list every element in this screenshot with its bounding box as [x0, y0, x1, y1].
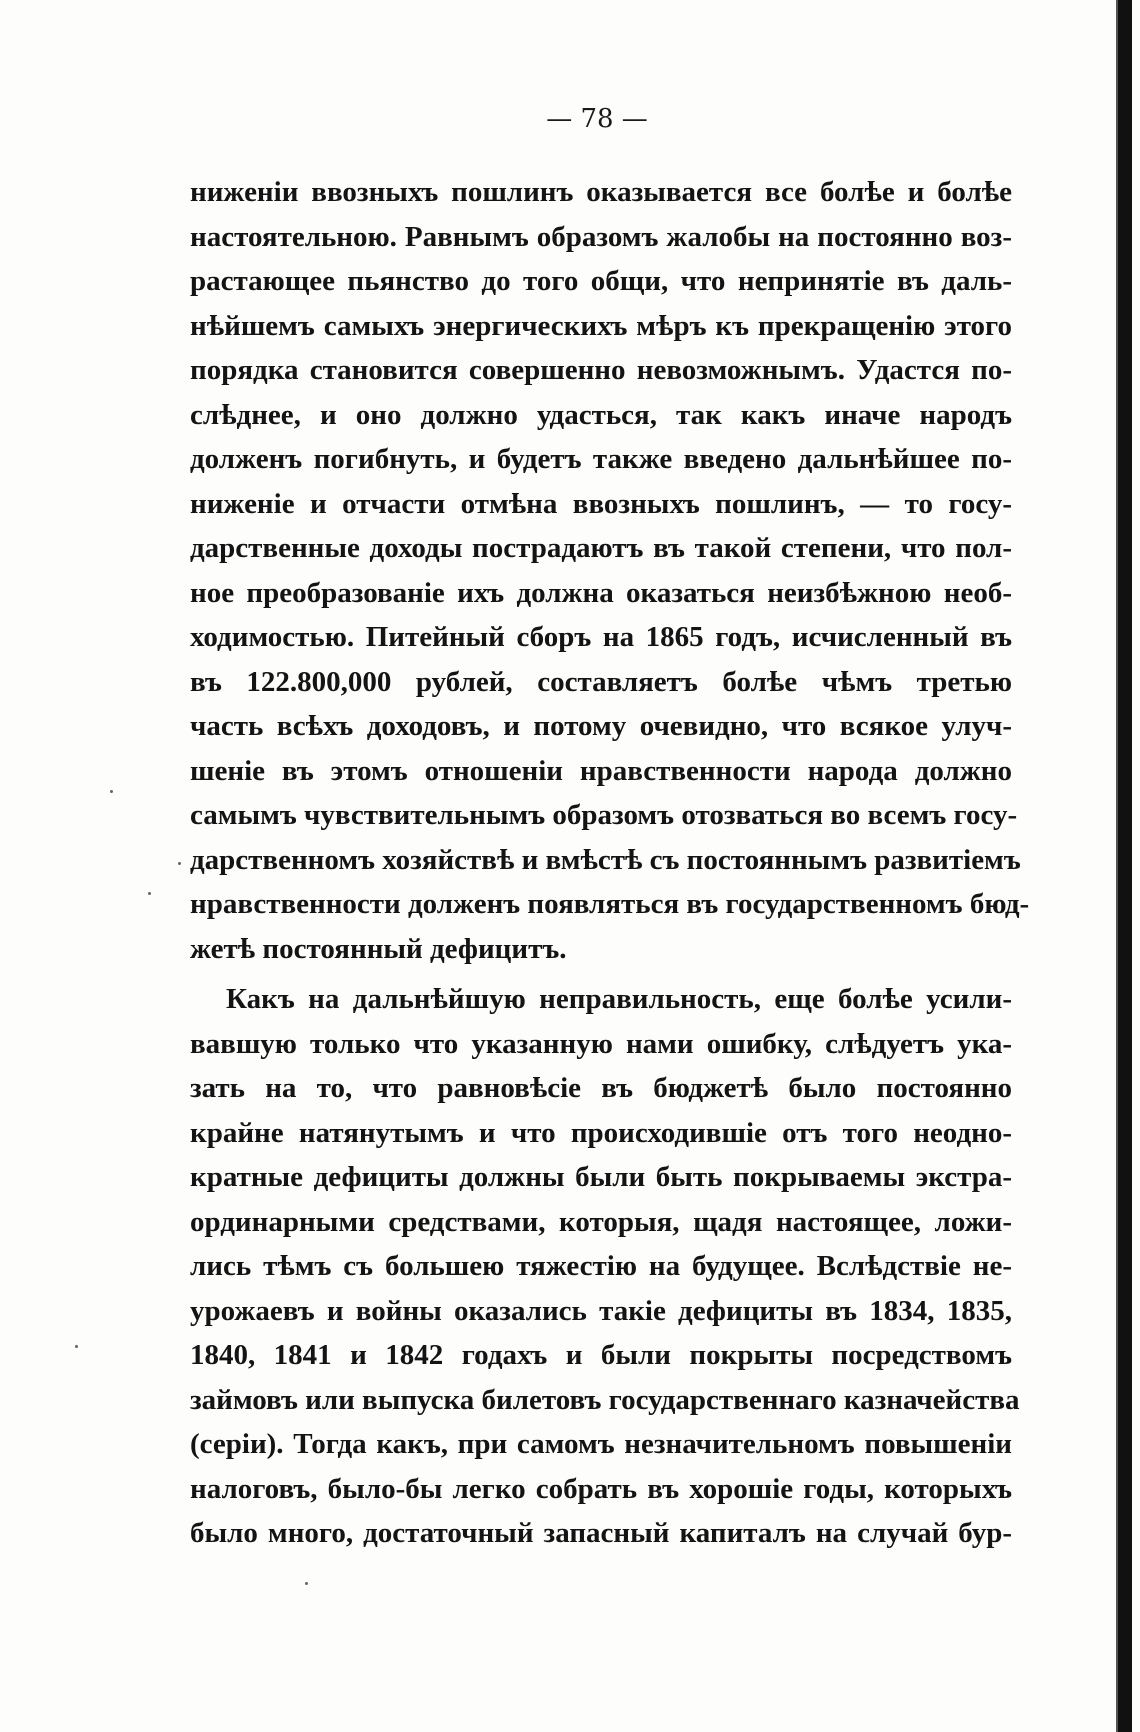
text-line: зать на то, что равновѣсіе въ бюджетѣ было постоянно [190, 1072, 1012, 1104]
text-line: лись тѣмъ съ большею тяжестію на будущее. Вслѣдствіе не- [190, 1250, 1012, 1282]
text-line: долженъ погибнуть, и будетъ также введено дальнѣйшее по- [190, 443, 1012, 475]
text-line: въ 122.800,000 рублей, составляетъ болѣе чѣмъ третью [190, 665, 1012, 698]
text-line: жетѣ постоянный дефицитъ. [190, 932, 567, 965]
body-text [190, 170, 1030, 1556]
scan-speck [178, 862, 181, 865]
text-line: было много, достаточный запасный капиталъ на случай бур- [190, 1517, 1012, 1549]
text-line: ниженіе и отчасти отмѣна ввозныхъ пошлинъ, — то госу- [190, 487, 1012, 520]
text-line: вавшую только что указанную нами ошибку, слѣдуетъ ука- [190, 1027, 1012, 1060]
text-line: Какъ на дальнѣйшую неправильность, еще болѣе усили- [226, 983, 1012, 1015]
text-line: ординарными средствами, которыя, щадя настоящее, ложи- [190, 1205, 1012, 1238]
text-line: шеніе въ этомъ отношеніи нравственности народа должно [190, 754, 1012, 787]
text-line: порядка становится совершенно невозможнымъ. Удастся по- [190, 354, 1012, 386]
text-line: 1840, 1841 и 1842 годахъ и были покрыты посредствомъ [190, 1339, 1012, 1371]
text-line: дарственные доходы пострадаютъ въ такой степени, что пол- [190, 532, 1012, 564]
page-edge-line [1116, 0, 1118, 1732]
scan-speck [148, 892, 151, 895]
text-line: крайне натянутымъ и что происходившіе отъ того неодно- [190, 1116, 1012, 1149]
scan-speck [75, 1345, 78, 1348]
text-line: настоятельною. Равнымъ образомъ жалобы на постоянно воз- [190, 220, 1012, 253]
page-edge-shadow [1118, 0, 1132, 1732]
text-line: займовъ или выпуска билетовъ государственнаго казначейства [190, 1383, 1020, 1416]
scan-speck [110, 790, 113, 793]
text-line: кратные дефициты должны были быть покрываемы экстра- [190, 1161, 1012, 1193]
text-line: самымъ чувствительнымъ образомъ отозваться во всемъ госу- [190, 799, 1018, 831]
text-line: ное преобразованіе ихъ должна оказаться неизбѣжною необ- [190, 576, 1012, 609]
text-line: слѣднее, и оно должно удасться, так какъ иначе народъ [190, 398, 1012, 431]
scan-speck [305, 1582, 308, 1585]
text-line: часть всѣхъ доходовъ, и потому очевидно, что всякое улуч- [190, 710, 1012, 742]
text-line: растающее пьянство до того общи, что непринятіе въ даль- [190, 265, 1012, 297]
text-line: нѣйшемъ самыхъ энергическихъ мѣръ къ прекращенію этого [190, 309, 1012, 342]
text-line: налоговъ, было-бы легко собрать въ хорошіе годы, которыхъ [190, 1472, 1012, 1505]
text-line: ниженіи ввозныхъ пошлинъ оказывается все болѣе и болѣе [190, 176, 1012, 208]
text-line: ходимостью. Питейный сборъ на 1865 годъ, исчисленный въ [190, 621, 1012, 653]
text-line: дарственномъ хозяйствѣ и вмѣстѣ съ постояннымъ развитіемъ [190, 843, 1021, 876]
text-line: (серіи). Тогда какъ, при самомъ незначительномъ повышеніи [190, 1428, 1012, 1460]
page-number: — 78 — [546, 104, 648, 134]
text-line: урожаевъ и войны оказались такіе дефициты въ 1834, 1835, [190, 1294, 1012, 1327]
paragraph-2 [190, 977, 1020, 1556]
text-line: нравственности долженъ появляться въ государственномъ бюд- [190, 888, 1030, 920]
paragraph-1 [190, 170, 1030, 971]
